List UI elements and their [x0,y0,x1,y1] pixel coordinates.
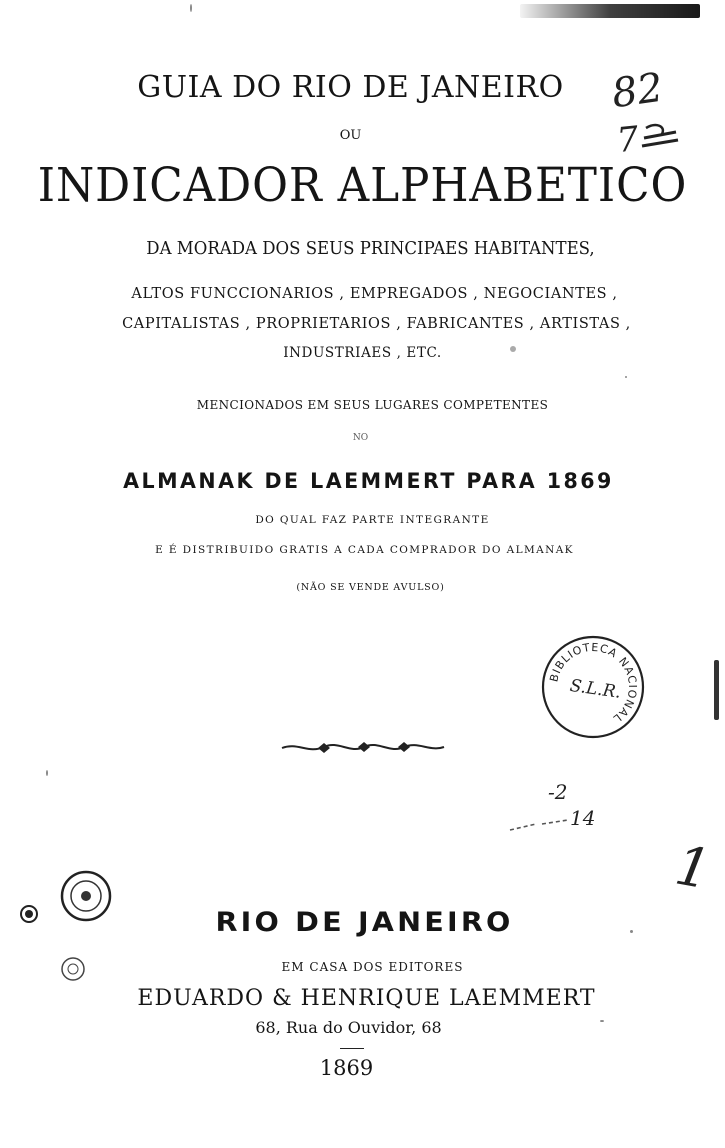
paper-speck [714,660,719,720]
imprint-house: EM CASA DOS EDITORES [281,960,464,974]
paper-speck [630,930,633,933]
imprint-address: 68, Rua do Ouvidor, 68 [255,1018,442,1037]
ornament-divider [278,736,448,758]
imprint-year: 1869 [319,1056,374,1080]
shelf-mark-bottom: 7 [614,118,641,162]
subtitle-line-3: CAPITALISTAS , PROPRIETARIOS , FABRICANTES , ARTISTAS , [122,316,631,332]
stamp-ring-text: BIBLIOTECA NACIONAL [547,640,640,726]
pencil-note-one: 1 [670,833,716,902]
not-sold-line: (NÃO SE VENDE AVULSO) [296,582,445,593]
subtitle-line-1: DA MORADA DOS SEUS PRINCIPAES HABITANTES, [146,238,595,259]
subtitle-line-4: INDUSTRIAES , ETC. [283,345,442,361]
shelf-mark-strokes [636,120,696,170]
almanak-title: ALMANAK DE LAEMMERT PARA 1869 [123,469,614,493]
mention-no: NO [352,433,369,443]
stamp-initials: S.L.R. [568,675,623,703]
pencil-note-mid: -2 [548,780,568,804]
imprint-rule [340,1048,364,1049]
paper-speck [190,4,192,12]
imprint-publishers: EDUARDO & HENRIQUE LAEMMERT [137,986,596,1011]
pencil-dash [508,816,578,836]
main-title: INDICADOR ALPHABETICO [37,158,688,213]
integral-part-line: DO QUAL FAZ PARTE INTEGRANTE [255,514,490,526]
paper-speck [510,346,516,352]
paper-speck [625,376,627,378]
subtitle-line-2: ALTOS FUNCCIONARIOS , EMPREGADOS , NEGOCIANTES , [131,286,618,302]
pencil-note-low: 14 [570,806,596,830]
mention-line: MENCIONADOS EM SEUS LUGARES COMPETENTES [196,398,549,412]
distribution-line: E É DISTRIBUIDO GRATIS A CADA COMPRADOR DO ALMANAK [155,544,574,556]
header-title: GUIA DO RIO DE JANEIRO [137,70,564,105]
library-stamp [538,632,648,742]
imprint-city: RIO DE JANEIRO [215,907,514,938]
paper-speck [600,1020,604,1022]
connector-ou: OU [339,128,362,143]
shelf-mark-top: 82 [609,64,666,118]
paper-speck [46,770,48,776]
top-edge-smudge [520,4,700,18]
